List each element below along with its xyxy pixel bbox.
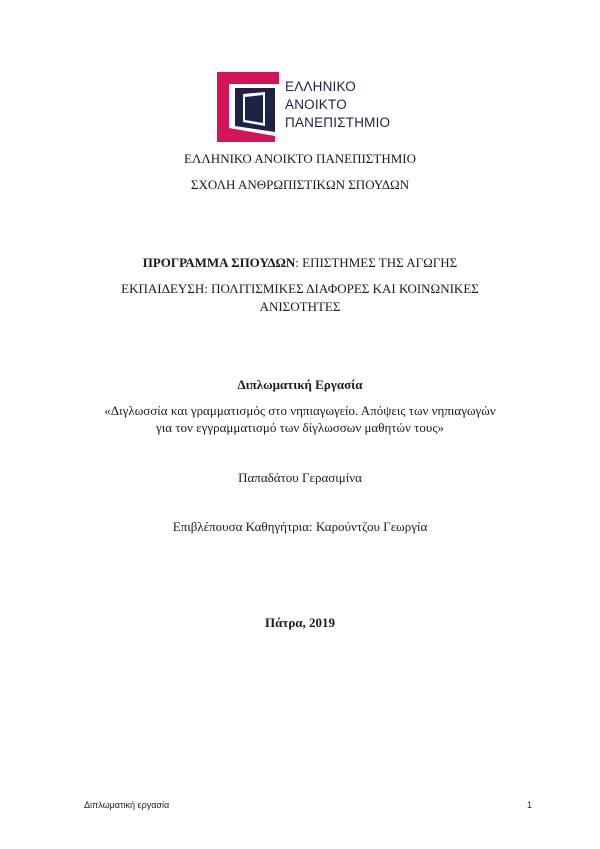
program-line (60, 255, 540, 271)
logo-line-1: ΕΛΛΗΝΙΚΟ (285, 79, 356, 94)
specialization-line-1: ΕΚΠΑΙΔΕΥΣΗ: ΠΟΛΙΤΙΣΜΙΚΕΣ ΔΙΑΦΟΡΕΣ ΚΑΙ ΚΟΙΝΩΝΙΚΕΣ (121, 281, 479, 296)
university-logo (213, 70, 403, 142)
thesis-title-line-2: για τον εγγραμματισμό των δίγλωσσων μαθητών τους» (156, 420, 444, 435)
program-label: ΠΡΟΓΡΑΜΜΑ ΣΠΟΥΔΩΝ (142, 255, 296, 270)
logo-wordmark (285, 78, 390, 132)
logo-mark-icon (213, 70, 283, 142)
supervisor: Επιβλέπουσα Καθηγήτρια: Καρούντζου Γεωργία (172, 519, 428, 534)
program-name: : ΕΠΙΣΤΗΜΕΣ ΤΗΣ ΑΓΩΓΗΣ (295, 255, 458, 270)
specialization-line-2: ΑΝΙΣΟΤΗΤΕΣ (259, 299, 341, 314)
footer-title: Διπλωματική εργασία (84, 800, 170, 810)
thesis-title-line-1: «Διγλωσσία και γραμματισμός στο νηπιαγωγείο. Απόψεις των νηπιαγωγών (104, 403, 496, 418)
thesis-type: Διπλωματική Εργασία (237, 377, 363, 392)
logo-line-2: ΑΝΟΙΚΤΟ (285, 97, 347, 112)
author-name: Παπαδάτου Γερασιμίνα (238, 470, 362, 485)
school-name: ΣΧΟΛΗ ΑΝΘΡΩΠΙΣΤΙΚΩΝ ΣΠΟΥΔΩΝ (190, 177, 410, 192)
place-date: Πάτρα, 2019 (264, 615, 336, 630)
page-number: 1 (527, 800, 533, 810)
university-name: ΕΛΛΗΝΙΚΟ ΑΝΟΙΚΤΟ ΠΑΝΕΠΙΣΤΗΜΙΟ (184, 151, 416, 166)
logo-line-3: ΠΑΝΕΠΙΣΤΗΜΙΟ (285, 115, 391, 130)
